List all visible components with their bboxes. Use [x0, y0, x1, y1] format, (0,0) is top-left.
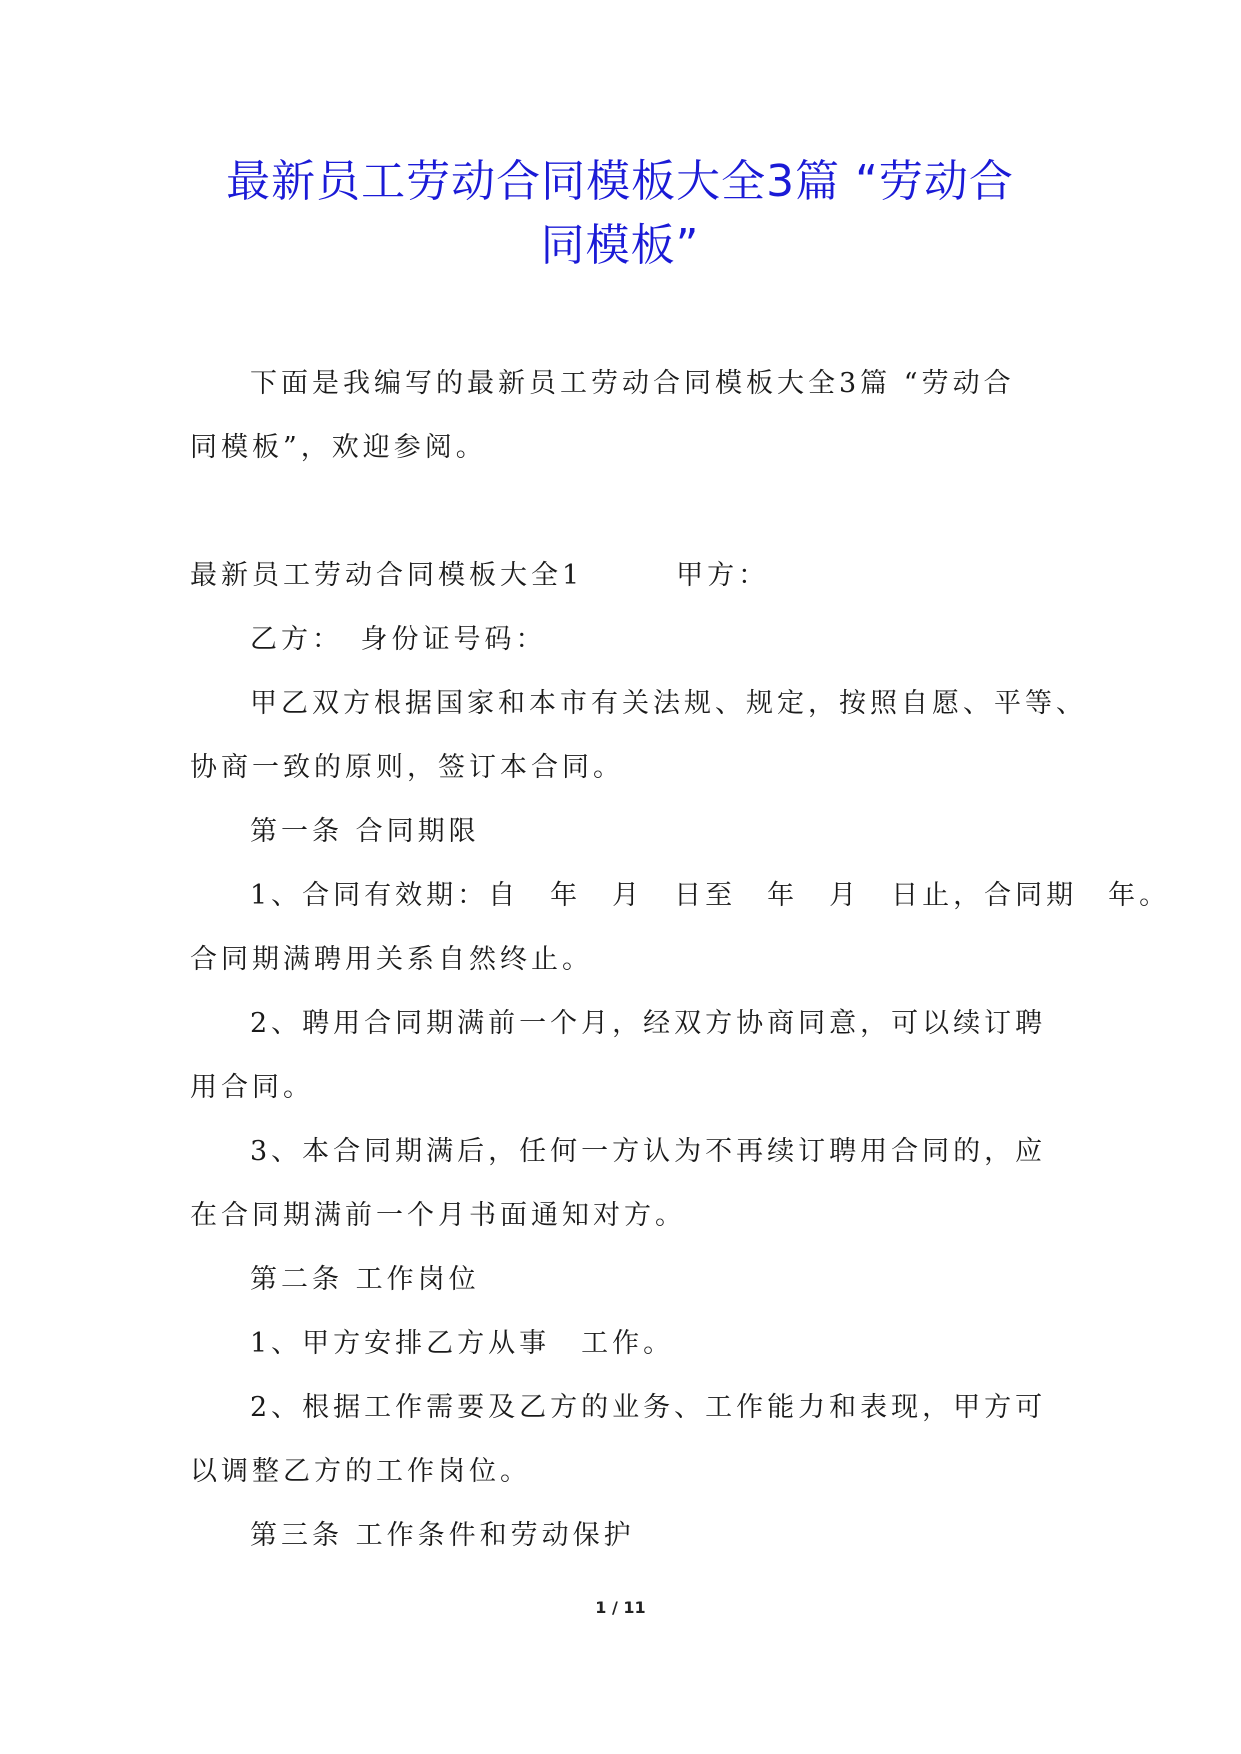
title-line-1: 最新员工劳动合同模板大全3篇 “劳动合 — [226, 156, 1014, 207]
article-1-item-1-line-1: 1、合同有效期：自 年 月 日至 年 月 日止，合同期 年。 — [250, 880, 1171, 911]
preamble-line-1: 甲乙双方根据国家和本市有关法规、规定，按照自愿、平等、 — [250, 688, 1087, 719]
preamble-line-2: 协商一致的原则，签订本合同。 — [190, 752, 624, 783]
section-heading: 最新员工劳动合同模板大全1 甲方： — [190, 560, 770, 591]
article-1-item-2-line-1: 2、聘用合同期满前一个月，经双方协商同意，可以续订聘 — [250, 1008, 1047, 1039]
article-1-item-3-line-1: 3、本合同期满后，任何一方认为不再续订聘用合同的，应 — [250, 1136, 1047, 1167]
article-1-item-3-line-2: 在合同期满前一个月书面通知对方。 — [190, 1200, 686, 1231]
article-2-title: 第二条 工作岗位 — [250, 1264, 480, 1295]
title-line-2: 同模板” — [540, 220, 700, 271]
article-1-title: 第一条 合同期限 — [250, 816, 480, 847]
intro-line-1: 下面是我编写的最新员工劳动合同模板大全3篇 “劳动合 — [250, 368, 1015, 399]
page-number: 1 / 11 — [595, 1598, 646, 1617]
paragraph-spacer — [190, 480, 1050, 544]
article-2-item-2-line-2: 以调整乙方的工作岗位。 — [190, 1456, 531, 1487]
article-2-item-2-line-1: 2、根据工作需要及乙方的业务、工作能力和表现，甲方可 — [250, 1392, 1047, 1423]
document-body — [190, 352, 1171, 1568]
article-3-title: 第三条 工作条件和劳动保护 — [250, 1520, 635, 1551]
article-1-item-2-line-2: 用合同。 — [190, 1072, 314, 1103]
document-title — [170, 150, 1070, 278]
article-2-item-1: 1、甲方安排乙方从事 工作。 — [250, 1328, 675, 1359]
article-1-item-1-line-2: 合同期满聘用关系自然终止。 — [190, 944, 593, 975]
party-b-line: 乙方： 身份证号码： — [250, 624, 547, 655]
intro-line-2: 同模板”，欢迎参阅。 — [190, 432, 487, 463]
